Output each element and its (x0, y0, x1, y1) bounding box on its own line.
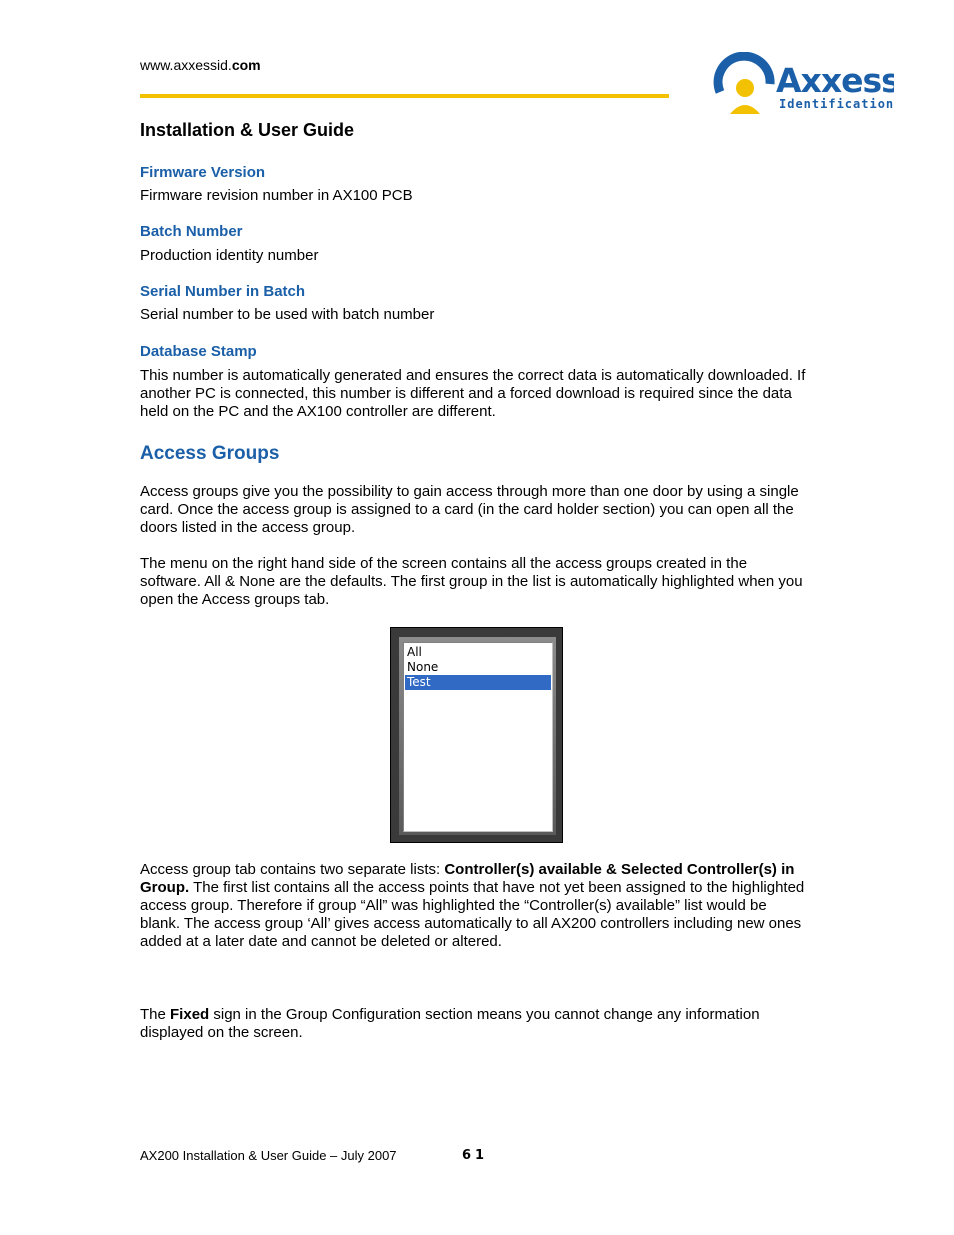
access-groups-paragraph-1: Access groups give you the possibility to gain access through more than one door by using a single card. Once the access group is assigned to a card (in the card holder section) you can open all the doors listed in the access group. (140, 483, 799, 536)
access-groups-listbox[interactable] (403, 642, 553, 832)
url-prefix: www.axxessid. (140, 57, 232, 73)
serial-number-heading: Serial Number in Batch (140, 283, 306, 300)
database-stamp-heading: Database Stamp (140, 343, 257, 360)
para4-text-end: sign in the Group Configuration section means you cannot change any information displayed on the screen. (140, 1006, 760, 1041)
website-url[interactable] (140, 57, 261, 73)
batch-number-text: Production identity number (140, 247, 319, 264)
para3-bold-text: Controller(s) available & Selected Controller(s) in Group. (140, 861, 795, 896)
axxess-logo (712, 52, 894, 120)
serial-number-text: Serial number to be used with batch number (140, 306, 435, 323)
list-item-test[interactable]: Test (405, 675, 551, 690)
para3-text-end: The first list contains all the access points that have not yet been assigned to the highlighted access group. Therefore if group “All” was highlighted the “Controller(s) available” list would be blank. The access group ‘All’ gives access automatically to all AX200 controllers including new ones added at a later date and cannot be deleted or altered. (140, 879, 805, 950)
document-title: Installation & User Guide (140, 120, 355, 140)
svg-text:Identification: Identification (779, 97, 894, 111)
svg-text:Axxess: Axxess (776, 61, 894, 100)
firmware-version-heading: Firmware Version (140, 164, 266, 181)
para4-text-start: The (140, 1006, 171, 1023)
para3-text-start: Access group tab contains two separate lists: (140, 861, 445, 878)
access-groups-paragraph-2: The menu on the right hand side of the screen contains all the access groups created in the software. All & None are the defaults. The first group in the list is automatically highlighted when you open the Access groups tab. (140, 555, 803, 608)
database-stamp-text: This number is automatically generated and ensures the correct data is automatically downloaded. If another PC is connected, this number is different and a forced download is required since the data held on the PC and the AX100 controller are different. (140, 367, 806, 420)
header-rule (140, 94, 669, 98)
list-item-all[interactable]: All (407, 645, 422, 659)
batch-number-heading: Batch Number (140, 223, 243, 240)
access-groups-paragraph-3 (140, 861, 810, 951)
access-groups-heading: Access Groups (140, 443, 280, 464)
footer-text: AX200 Installation & User Guide – July 2007 (140, 1148, 397, 1163)
access-groups-list-panel (390, 627, 563, 843)
page-number: 61 (462, 1148, 489, 1163)
fixed-sign-paragraph (140, 1006, 810, 1042)
firmware-version-text: Firmware revision number in AX100 PCB (140, 187, 413, 204)
para4-bold-text: Fixed (170, 1006, 210, 1023)
url-suffix: com (231, 57, 261, 73)
list-item-none[interactable]: None (407, 660, 439, 674)
